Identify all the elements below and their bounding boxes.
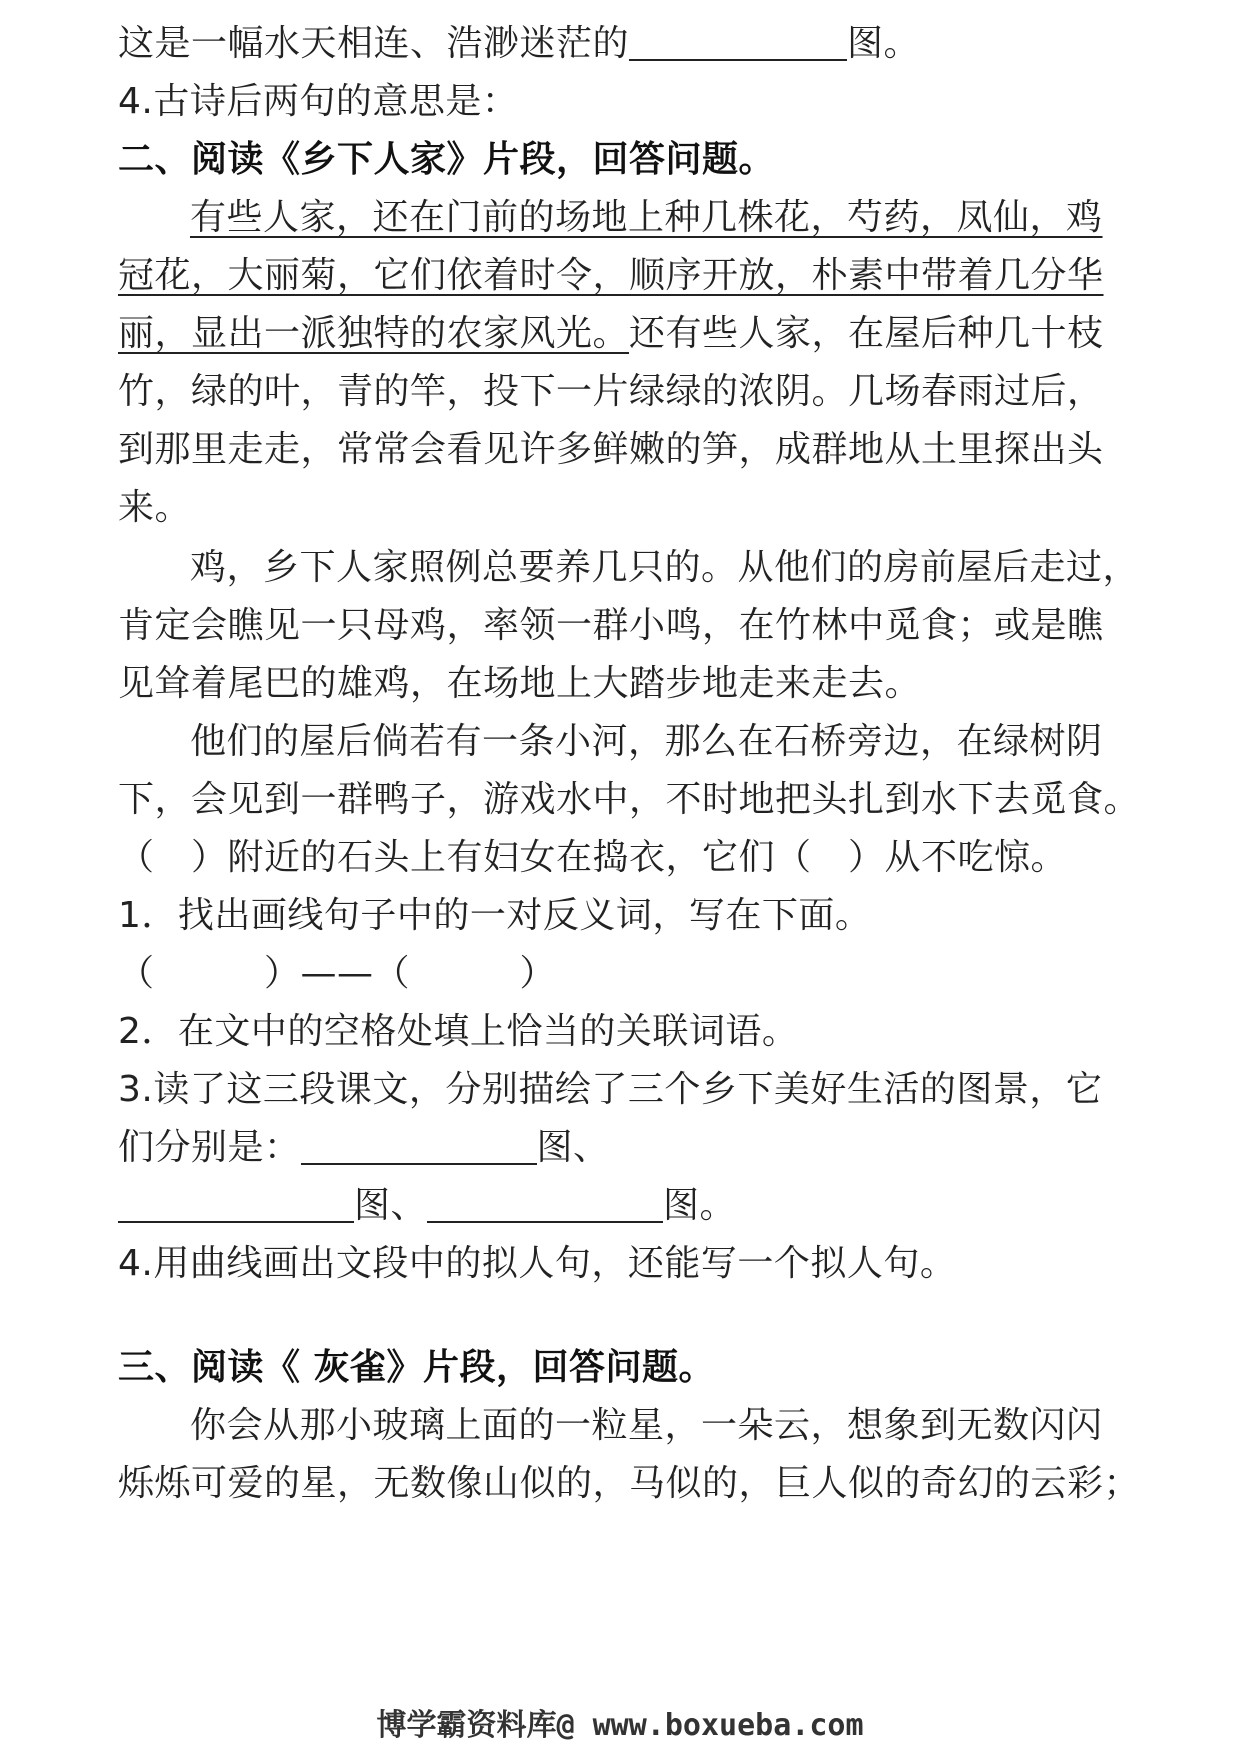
paragraph-2-line: [118, 546, 1139, 590]
text: 图。: [663, 1185, 737, 1226]
text: 你会从那小玻璃上面的一粒星，一朵云，想象到无数闪闪: [190, 1405, 1103, 1446]
question-2: 2．在文中的空格处填上恰当的关联词语。: [118, 1011, 799, 1052]
text: 图、: [354, 1185, 428, 1226]
answer-blank[interactable]: [427, 1187, 663, 1223]
paragraph-3-line: [118, 720, 1103, 764]
text: 还有些人家，在屋后种几十枝: [629, 313, 1104, 354]
text: 图、: [536, 1127, 610, 1168]
poem-question-line: [118, 22, 920, 66]
paragraph-1-line: 来。: [118, 487, 192, 528]
underlined-sentence: 有些人家，还在门前的场地上种几株花，芍药，凤仙，鸡: [190, 197, 1103, 238]
text: 们分别是：: [118, 1127, 301, 1168]
question-3-line: 3.读了这三段课文，分别描绘了三个乡下美好生活的图景，它: [118, 1069, 1103, 1110]
text: 这是一幅水天相连、浩渺迷茫的: [118, 23, 630, 64]
paragraph-1-line: 冠花，大丽菊，它们依着时令，顺序开放，朴素中带着几分华: [118, 255, 1104, 296]
paragraph-2-line: 见耸着尾巴的雄鸡，在场地上大踏步地走来走去。: [118, 663, 922, 704]
section-2-heading: 二、阅读《乡下人家》片段，回答问题。: [118, 139, 776, 180]
paragraph-3-line: （ ）附近的石头上有妇女在捣衣，它们（ ）从不吃惊。: [118, 837, 1068, 878]
paragraph-4-line: 烁烁可爱的星，无数像山似的，马似的，巨人似的奇幻的云彩；: [118, 1463, 1141, 1504]
section-3-heading: 三、阅读《 灰雀》片段，回答问题。: [118, 1347, 716, 1388]
question-3-line: [118, 1126, 610, 1170]
answer-blank[interactable]: [118, 1187, 354, 1223]
text: 鸡，乡下人家照例总要养几只的。从他们的房前屋后走过，: [190, 547, 1140, 588]
question-1-answer-slots[interactable]: （ ）——（ ）: [118, 953, 557, 994]
paragraph-3-line: 下，会见到一群鸭子，游戏水中，不时地把头扎到水下去觅食。: [118, 779, 1141, 820]
question-4: 4.用曲线画出文段中的拟人句，还能写一个拟人句。: [118, 1243, 957, 1284]
paragraph-2-line: 肯定会瞧见一只母鸡，率领一群小鸣，在竹林中觅食；或是瞧: [118, 605, 1104, 646]
underlined-sentence: 丽，显出一派独特的农家风光。: [118, 313, 630, 354]
paragraph-4-line: [118, 1404, 1103, 1448]
answer-blank[interactable]: [301, 1129, 537, 1165]
answer-blank[interactable]: [629, 25, 847, 61]
paragraph-1-line: 竹，绿的叶，青的竿，投下一片绿绿的浓阴。几场春雨过后，: [118, 371, 1104, 412]
paragraph-1-line: [118, 196, 1103, 240]
question-3-line: [118, 1184, 736, 1228]
paragraph-1-line: [118, 312, 1104, 356]
watermark-footer: 博学霸资料库@ www.boxueba.com: [376, 1708, 864, 1743]
question-1: 1．找出画线句子中的一对反义词，写在下面。: [118, 895, 872, 936]
question-4-poem-meaning: 4.古诗后两句的意思是：: [118, 81, 519, 122]
text: 图。: [847, 23, 921, 64]
paragraph-1-line: 到那里走走，常常会看见许多鲜嫩的笋，成群地从土里探出头: [118, 429, 1104, 470]
text: 他们的屋后倘若有一条小河，那么在石桥旁边，在绿树阴: [190, 721, 1103, 762]
